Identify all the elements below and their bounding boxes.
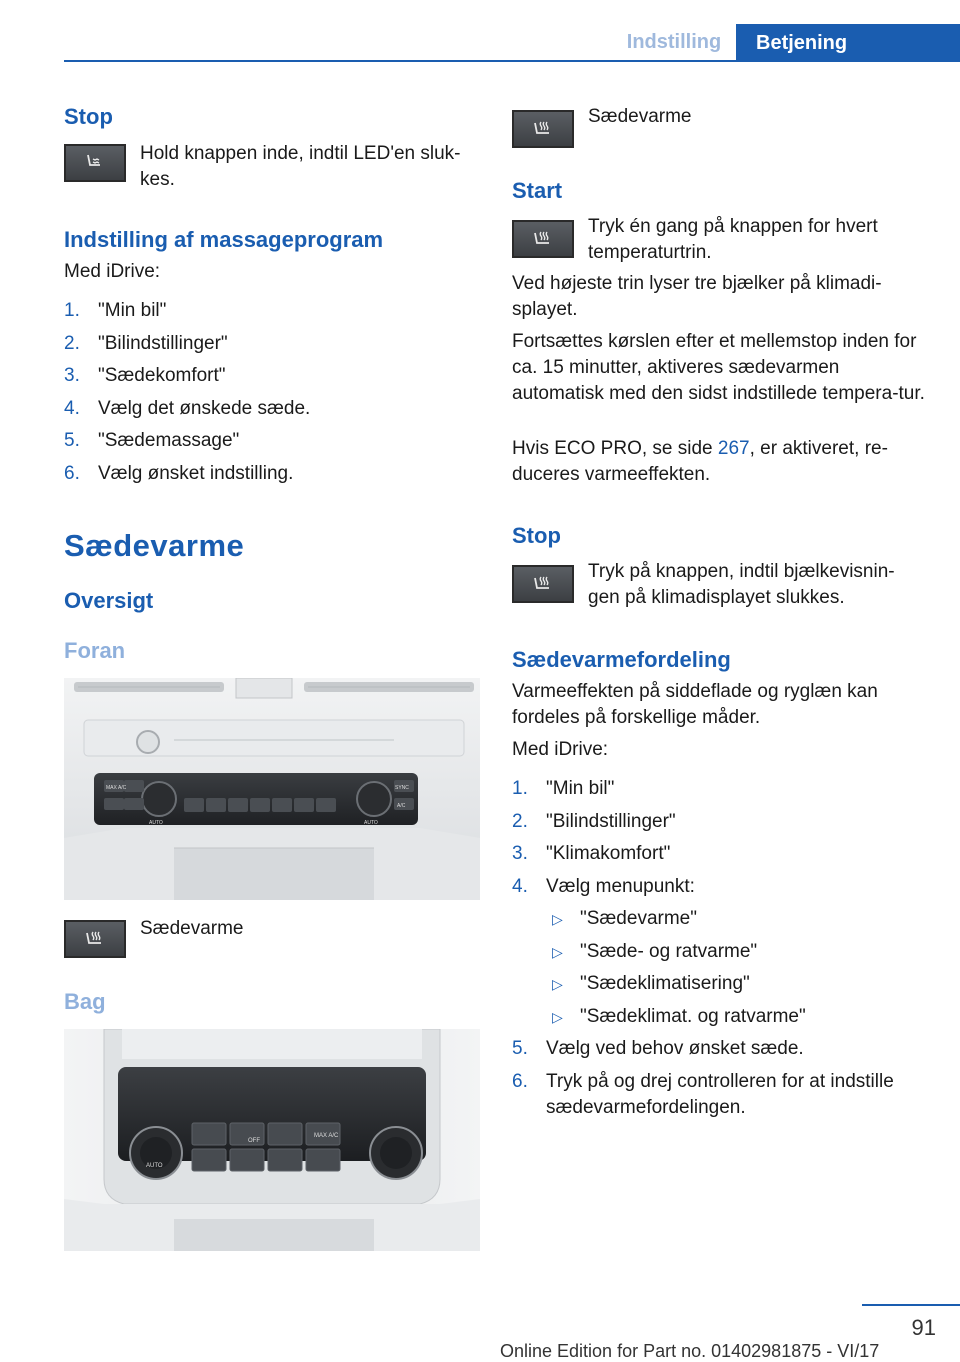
sub-list-item [512, 1004, 932, 1037]
rear-label-maxac: MAX A/C [314, 1133, 339, 1139]
seat-massage-icon [83, 151, 107, 175]
header-rule [64, 60, 960, 62]
front-seat-heat-button [64, 920, 126, 958]
step-number: 3. [512, 843, 528, 864]
front-label-auto-left: AUTO [149, 820, 163, 826]
step-text: Tryk på og drej controlleren for at indstille sædevarmefordelingen. [546, 1070, 894, 1118]
step-text: "Bilindstillinger" [98, 332, 228, 354]
seat-heating-icon [531, 117, 555, 141]
bullet-triangle-icon: ▷ [552, 943, 563, 960]
step-number: 5. [64, 430, 80, 451]
distribution-heading: Sædevarmefordeling [512, 647, 731, 672]
footer-edition: Online Edition for Part no. 01402981875 - VI/17 [500, 1341, 880, 1361]
step-number: 5. [512, 1038, 528, 1059]
sub-list-item [512, 971, 932, 1004]
para-restart: Fortsættes kørslen efter et mellemstop inden for ca. 15 minutter, aktiveres sædevarmen automatisk med den sidst indstillede tempera-tur. [512, 331, 925, 404]
main-heading: Sædevarme [64, 528, 245, 563]
step-text: "Sædeklimatisering" [580, 973, 750, 994]
step-text: "Min bil" [98, 300, 167, 321]
list-item [64, 461, 484, 494]
step-text: "Bilindstillinger" [546, 810, 676, 832]
step-text: Vælg menupunkt: [546, 875, 695, 897]
distribution-idrive: Med iDrive: [512, 739, 609, 760]
list-item [512, 809, 932, 842]
overview-heading: Oversigt [64, 588, 154, 613]
sub-list-item [512, 906, 932, 939]
bullet-triangle-icon: ▷ [552, 1008, 563, 1025]
step-text: "Sæde- og ratvarme" [580, 940, 758, 962]
step-text: "Min bil" [546, 778, 615, 799]
step-text: "Sædekomfort" [98, 365, 226, 386]
front-icon-label: Sædevarme [140, 918, 244, 939]
seat-heating-icon [83, 927, 107, 951]
step-number: 3. [64, 365, 80, 386]
step-number: 1. [64, 300, 80, 321]
start-seat-heat-button [512, 220, 574, 258]
start-heading: Start [512, 178, 563, 203]
list-item [64, 396, 484, 429]
header-section-tab: Indstilling [626, 30, 722, 53]
sub-list-item [512, 939, 932, 972]
step-number: 4. [512, 875, 528, 897]
step-number: 1. [512, 778, 528, 799]
list-item [64, 331, 484, 364]
step-number: 6. [64, 462, 80, 484]
distribution-intro: Varmeeffekten på siddeflade og ryglæn kan fordeles på forskellige måder. [512, 681, 878, 728]
list-item [64, 428, 484, 461]
front-label-sync: SYNC [395, 785, 409, 791]
list-item [512, 841, 932, 874]
eco-pro-text-after: , er aktiveret, re-duceres varmeeffekten. [512, 438, 888, 485]
seat-heating-icon [531, 227, 555, 251]
start-text: Tryk én gang på knappen for hvert temperaturtrin. [588, 216, 878, 263]
para-highest-level: Ved højeste trin lyser tre bjælker på klimadi-splayet. [512, 273, 882, 320]
list-item [512, 776, 932, 809]
rear-heading: Bag [64, 989, 106, 1014]
distribution-steps-list [512, 776, 932, 1118]
step-number: 2. [512, 810, 528, 832]
bullet-triangle-icon: ▷ [552, 911, 563, 927]
stop-heading: Stop [64, 104, 113, 129]
front-label-auto-right: AUTO [364, 820, 378, 826]
list-item [64, 298, 484, 331]
step-text: "Klimakomfort" [546, 843, 671, 864]
stop-heading-right: Stop [512, 523, 561, 548]
front-heading: Foran [64, 638, 126, 663]
step-text: "Sædeklimat. og ratvarme" [580, 1005, 806, 1027]
front-label-maxac: MAX A/C [106, 785, 127, 791]
list-item [512, 1036, 932, 1069]
top-seat-heat-button [512, 110, 574, 148]
step-number: 2. [64, 332, 80, 354]
rear-climate-panel-image [64, 1029, 480, 1251]
header-chapter-tab: Betjening [736, 24, 960, 62]
step-text: "Sædemassage" [98, 430, 240, 451]
step-text: "Sædevarme" [580, 908, 697, 929]
step-text: Vælg ønsket indstilling. [98, 462, 294, 484]
massage-heading: Indstilling af massageprogram [64, 227, 384, 252]
seat-heating-icon [531, 572, 555, 596]
eco-pro-text-before: Hvis ECO PRO, se side [512, 438, 718, 459]
massage-button-icon [64, 144, 126, 182]
stop-text: Hold knappen inde, indtil LED'en sluk-kes. [140, 143, 461, 190]
stop-text-right: Tryk på knappen, indtil bjælkevisnin-gen på klimadisplayet slukkes. [588, 561, 895, 608]
rear-label-auto: AUTO [146, 1163, 163, 1169]
para-eco-pro [512, 436, 932, 488]
stop-seat-heat-button [512, 565, 574, 603]
step-text: Vælg det ønskede sæde. [98, 397, 311, 419]
page-number: 91 [911, 1315, 936, 1340]
rear-label-off: OFF [248, 1138, 260, 1144]
list-item [512, 874, 932, 907]
step-number: 4. [64, 397, 80, 419]
page-link-267[interactable]: 267 [717, 438, 750, 459]
bullet-triangle-icon: ▷ [552, 976, 563, 992]
top-icon-label: Sædevarme [588, 106, 692, 127]
massage-intro: Med iDrive: [64, 261, 161, 282]
footer-rule [862, 1304, 960, 1306]
front-label-ac: A/C [397, 803, 406, 809]
step-number: 6. [512, 1070, 528, 1092]
step-text: Vælg ved behov ønsket sæde. [546, 1038, 804, 1059]
massage-steps-list [64, 298, 484, 493]
front-climate-panel-image [64, 678, 480, 900]
list-item [64, 363, 484, 396]
